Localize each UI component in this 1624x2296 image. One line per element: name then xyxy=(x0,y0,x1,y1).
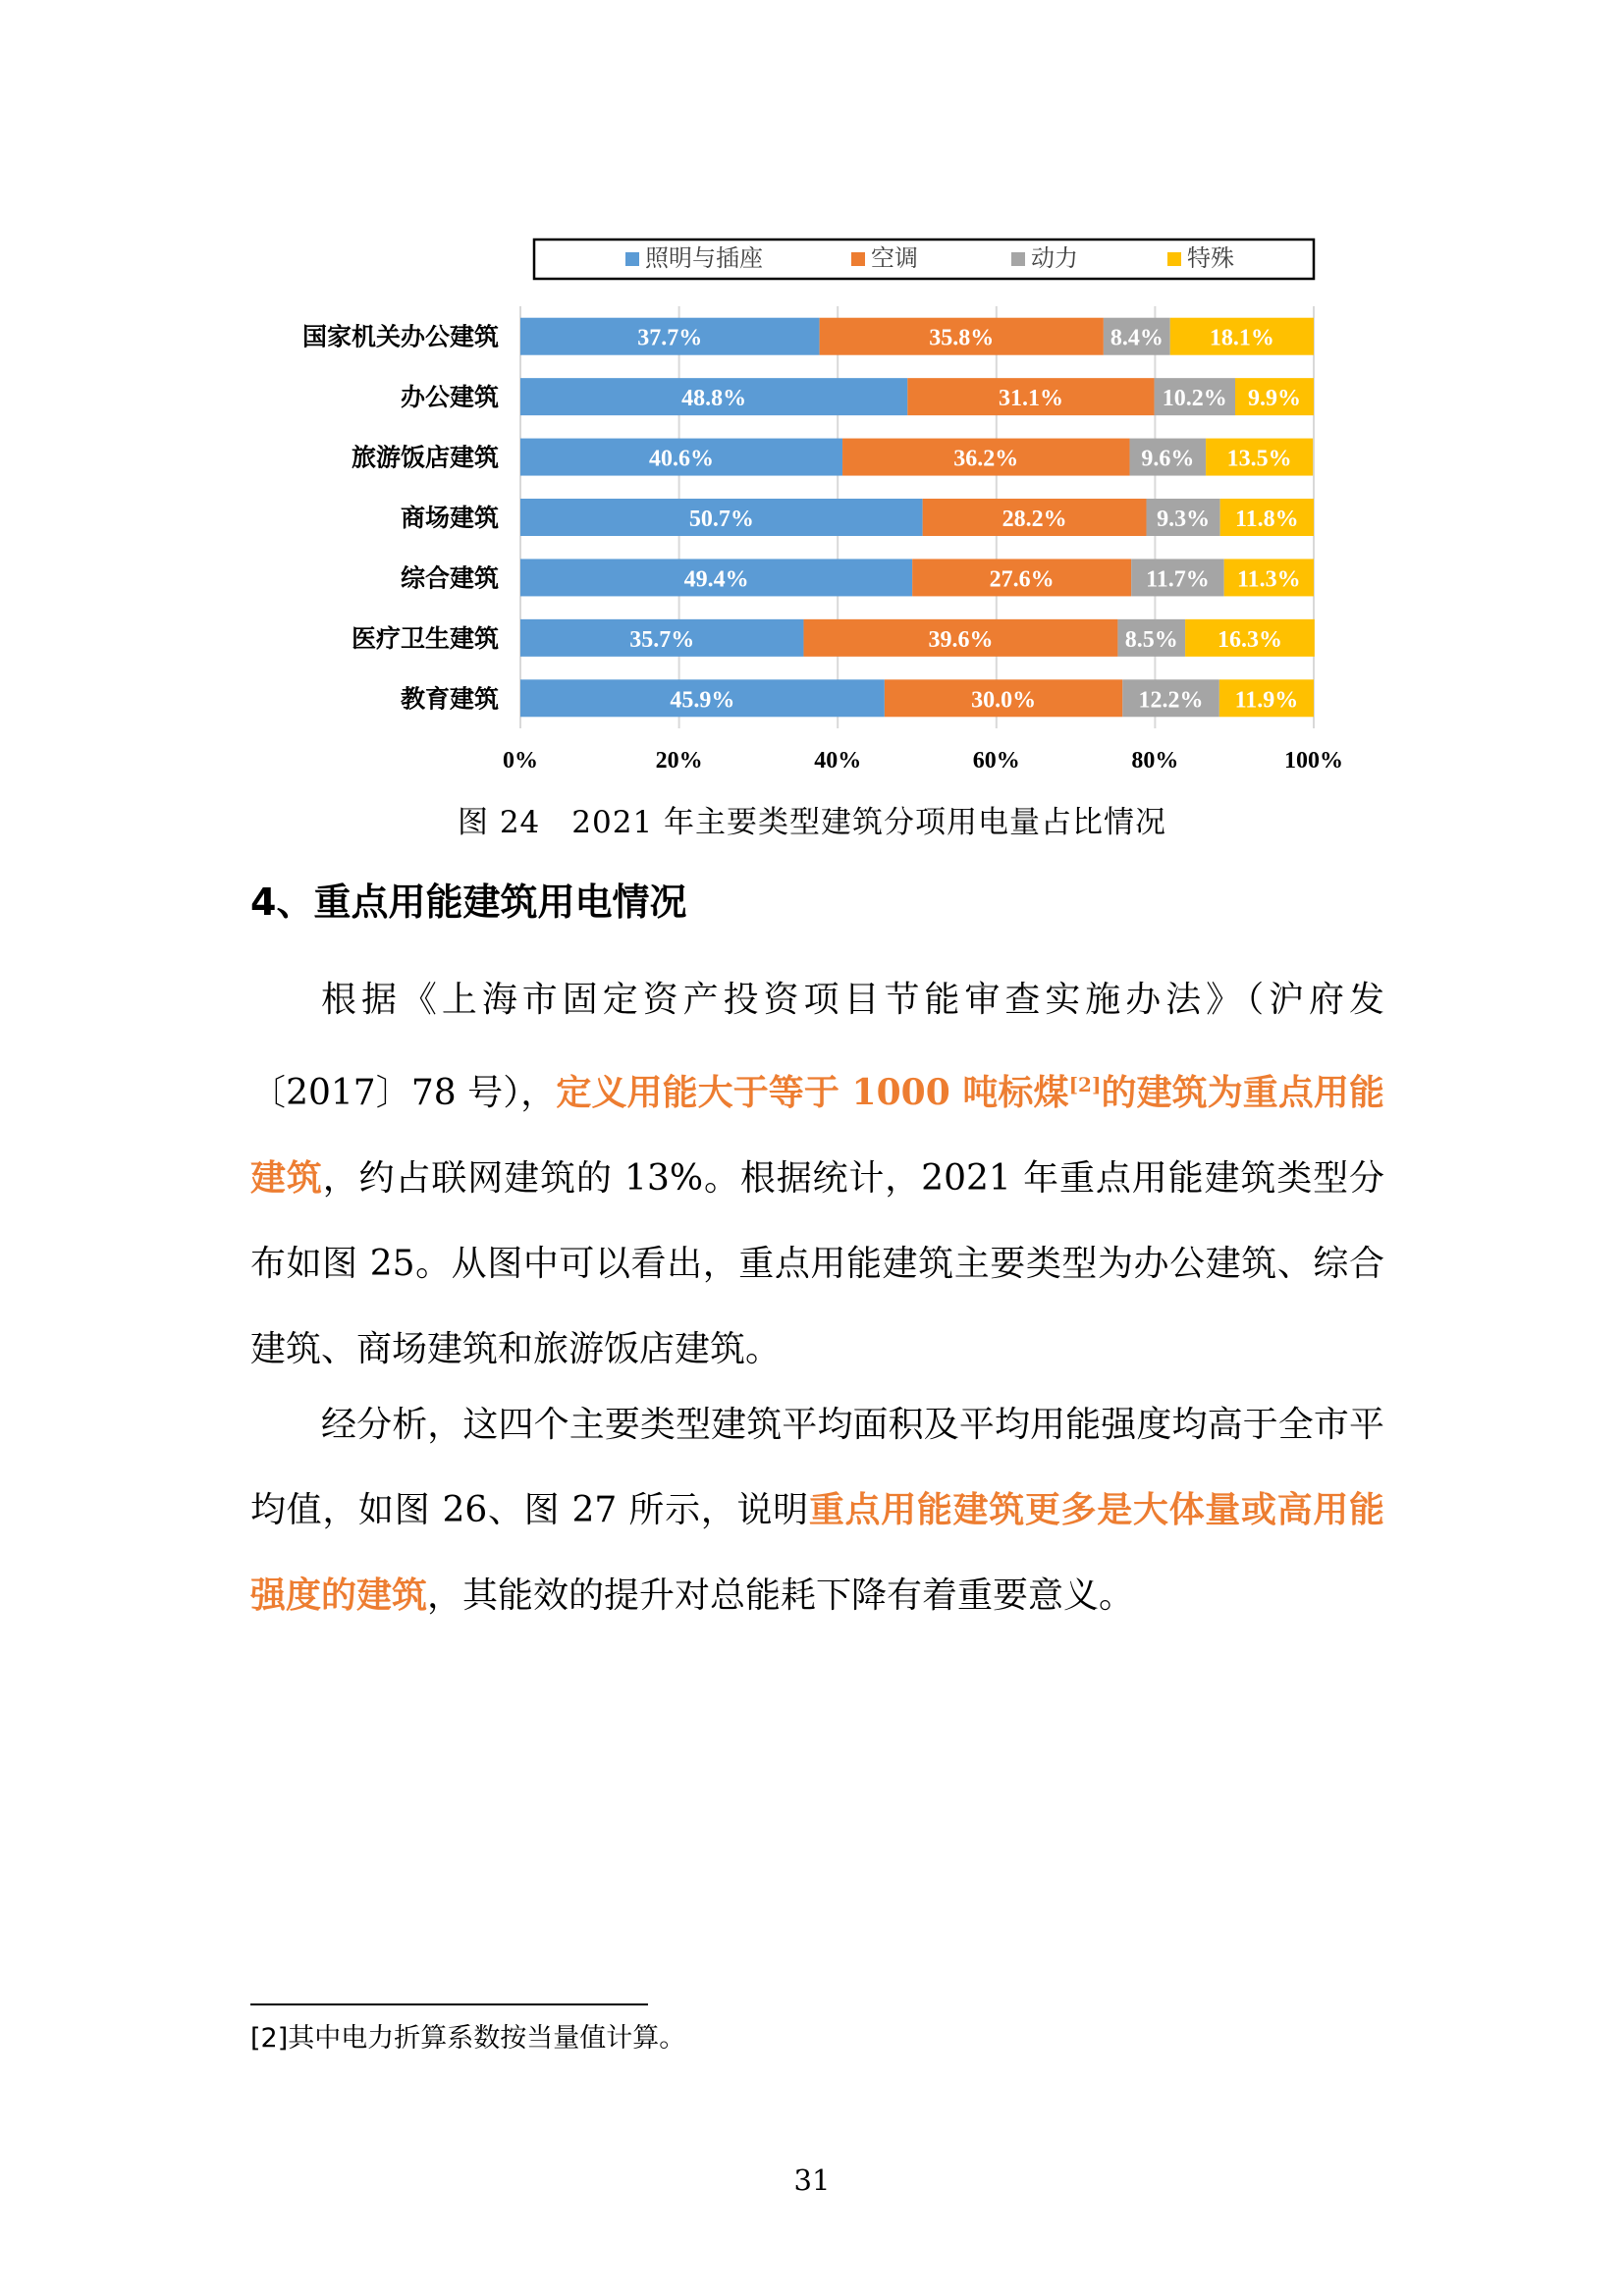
p2-text-2: ，其能效的提升对总能耗下降有着重要意义。 xyxy=(427,1575,1135,1616)
page-number: 31 xyxy=(793,2163,831,2197)
legend-label-0: 照明与插座 xyxy=(645,244,763,272)
category-label: 旅游饭店建筑 xyxy=(351,443,499,472)
data-label-3: 11.3% xyxy=(1237,566,1301,593)
data-label-1: 30.0% xyxy=(971,687,1037,714)
data-label-1: 35.8% xyxy=(929,325,995,351)
data-label-2: 8.4% xyxy=(1110,325,1164,351)
data-label-3: 11.9% xyxy=(1234,687,1299,714)
data-label-0: 50.7% xyxy=(688,507,754,532)
data-label-0: 45.9% xyxy=(670,687,735,714)
p1-text-1: 根据《上海市固定资产投资项目节能审查实施办法》（沪府发〔2017〕78 号）， xyxy=(250,980,1384,1113)
data-label-3: 9.9% xyxy=(1248,386,1302,412)
legend-swatch-2 xyxy=(1011,252,1025,266)
data-label-0: 48.8% xyxy=(681,386,747,412)
data-label-1: 28.2% xyxy=(1001,507,1067,532)
data-label-3: 18.1% xyxy=(1209,325,1274,351)
figure-caption: 图 24 2021 年主要类型建筑分项用电量占比情况 xyxy=(457,805,1167,840)
data-label-3: 16.3% xyxy=(1217,626,1282,653)
footnote-ref[interactable]: [2] xyxy=(1068,1073,1102,1096)
data-label-0: 37.7% xyxy=(637,325,703,351)
legend-label-2: 动力 xyxy=(1031,244,1078,272)
legend-swatch-3 xyxy=(1167,252,1181,266)
data-label-3: 11.8% xyxy=(1234,507,1299,532)
x-tick-label: 0% xyxy=(503,748,538,774)
data-label-0: 35.7% xyxy=(629,626,695,653)
data-label-1: 36.2% xyxy=(953,446,1019,472)
category-label: 医疗卫生建筑 xyxy=(351,623,499,653)
data-label-1: 31.1% xyxy=(998,386,1063,412)
category-label: 教育建筑 xyxy=(400,684,499,714)
p2-highlight: 重点用能建筑更多是大体量或高用能强度的建筑 xyxy=(250,1489,1384,1616)
data-label-2: 12.2% xyxy=(1138,687,1204,714)
footnote-divider xyxy=(250,2003,648,2005)
category-label: 综合建筑 xyxy=(400,563,499,593)
legend-label-3: 特殊 xyxy=(1187,244,1234,272)
p1-highlight-1: 定义用能大于等于 1000 吨标煤 xyxy=(556,1072,1069,1113)
data-label-0: 40.6% xyxy=(649,446,715,472)
x-tick-label: 20% xyxy=(655,748,703,774)
x-tick-label: 60% xyxy=(972,748,1020,774)
section-heading: 4、重点用能建筑用电情况 xyxy=(250,881,687,924)
legend-label-1: 空调 xyxy=(871,244,918,272)
footnote: [2]其中电力折算系数按当量值计算。 xyxy=(250,2023,686,2054)
category-label: 国家机关办公建筑 xyxy=(301,322,499,351)
data-label-2: 11.7% xyxy=(1146,566,1210,593)
x-tick-label: 40% xyxy=(814,748,862,774)
x-tick-label: 100% xyxy=(1284,748,1343,774)
data-label-2: 9.6% xyxy=(1141,446,1195,472)
x-tick-label: 80% xyxy=(1131,748,1179,774)
p1-highlight-2: 的建筑为重点用能建筑 xyxy=(250,1072,1384,1199)
category-label: 商场建筑 xyxy=(400,504,499,532)
legend-swatch-0 xyxy=(625,252,639,266)
data-label-1: 39.6% xyxy=(928,626,994,653)
data-label-2: 10.2% xyxy=(1162,386,1227,412)
p2-text-1: 经分析，这四个主要类型建筑平均面积及平均用能强度均高于全市平均值，如图 26、图 27 所示，说明 xyxy=(250,1405,1384,1530)
legend-swatch-1 xyxy=(851,252,865,266)
paragraph-1 xyxy=(250,957,1384,1392)
category-label: 办公建筑 xyxy=(400,383,499,412)
paragraph-2 xyxy=(250,1382,1384,1638)
data-label-3: 13.5% xyxy=(1226,446,1292,472)
data-label-1: 27.6% xyxy=(989,566,1055,593)
stacked-bar-chart xyxy=(0,0,1624,785)
data-label-2: 8.5% xyxy=(1124,626,1178,653)
p1-text-2: ，约占联网建筑的 13%。根据统计，2021 年重点用能建筑类型分布如图 25。从图中可以看出，重点用能建筑主要类型为办公建筑、综合建筑、商场建筑和旅游饭店建筑。 xyxy=(250,1158,1384,1369)
data-label-2: 9.3% xyxy=(1157,507,1211,532)
data-label-0: 49.4% xyxy=(683,566,749,593)
